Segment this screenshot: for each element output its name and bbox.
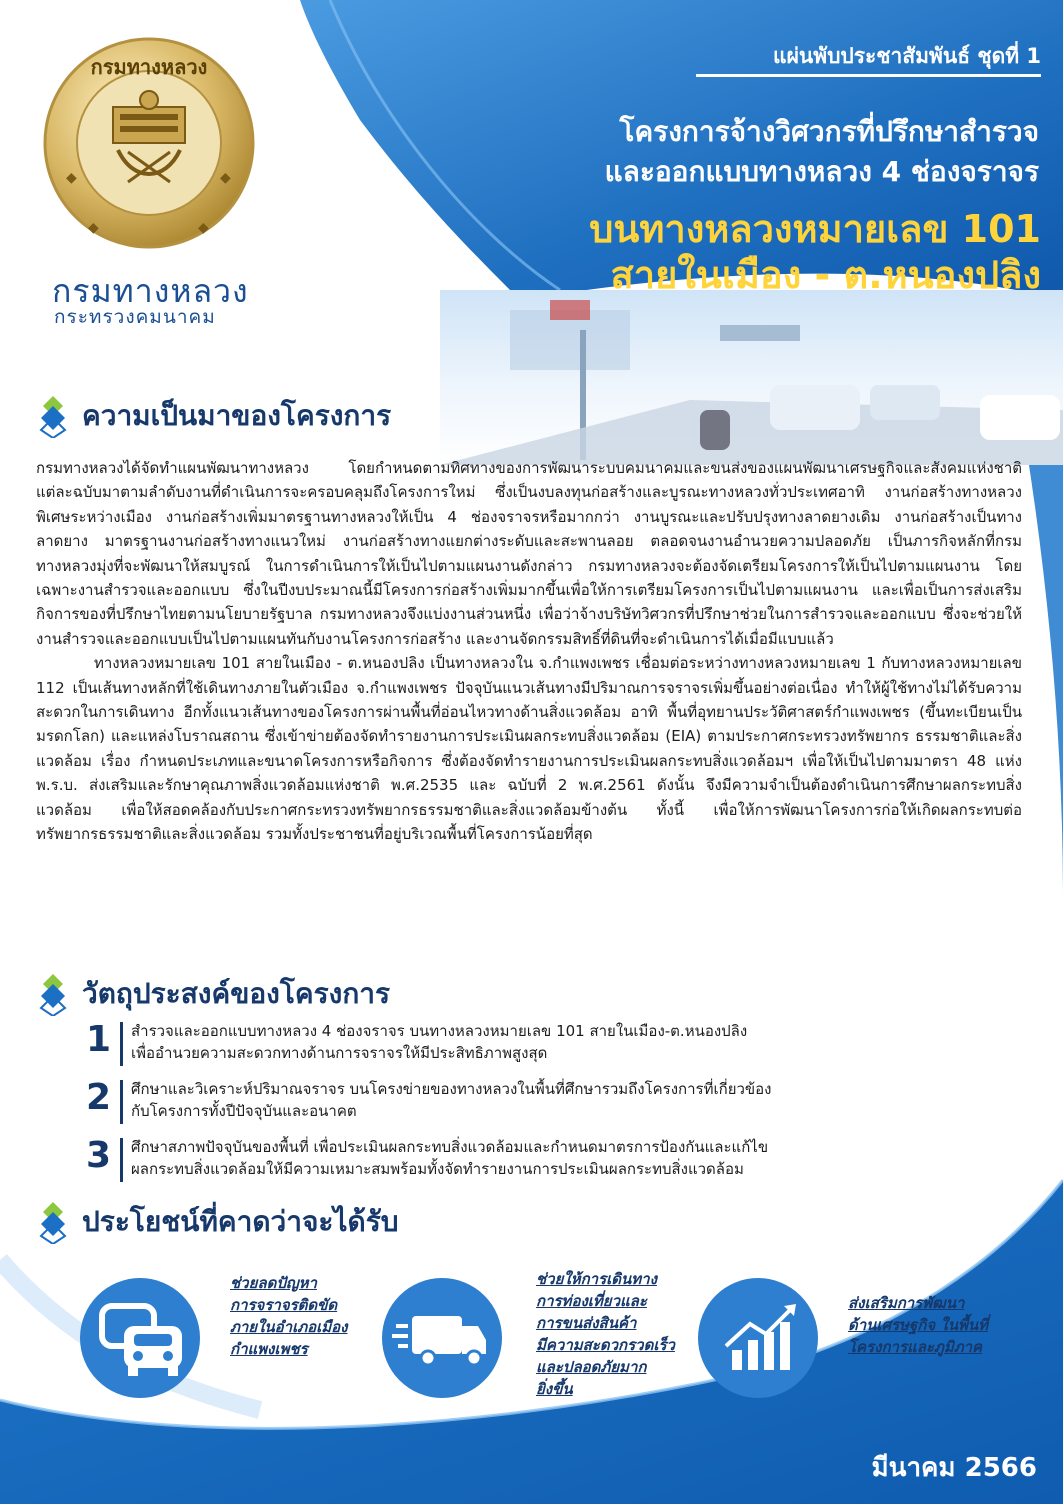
- objective-text: [131, 1020, 747, 1064]
- truck-icon: [382, 1278, 502, 1398]
- objective-line: กับโครงการทั้งปีปัจจุบันและอนาคต: [131, 1102, 357, 1120]
- cars-icon: [80, 1278, 200, 1398]
- objectives-heading-text: วัตถุประสงค์ของโครงการ: [82, 977, 391, 1010]
- objective-number: 2: [86, 1077, 112, 1118]
- objective-number: 1: [86, 1019, 112, 1060]
- svg-text:◆: ◆: [88, 220, 99, 236]
- benefit-line: ยิ่งขึ้น: [536, 1380, 573, 1398]
- title-line-2: และออกแบบทางหลวง 4 ช่องจราจร: [604, 155, 1039, 188]
- objective-divider: [120, 1080, 123, 1124]
- background-paragraph-2: ทางหลวงหมายเลข 101 สายในเมือง - ต.หนองปลิง เป็นทางหลวงใน จ.กำแพงเพชร เชื่อมต่อระหว่างทางหลวงหมายเลข 1 กับทางหลวงหมายเลข 112 เป็นเส้นทางหลักที่ใช้เดินทางภายในตัวเมือง จ.กำแพงเพชร ปัจจุบันแนวเส้นทางมีปริมาณการจราจรเพิ่มขึ้นอย่างต่อเนื่อง ทำให้ผู้ใช้ทางไม่ได้รับความสะดวกในการเดินทาง อีกทั้งแนวเส้นทางของโครงการผ่านพื้นที่อ่อนไหวทางด้านสิ่งแวดล้อม อาทิ พื้นที่อุทยานประวัติศาสตร์กำแพงเพชร (ขึ้นทะเบียนเป็นมรดกโลก) และแหล่งโบราณสถาน ซึ่งเข้าข่ายต้องจัดทำรายงานการประเมินผลกระทบสิ่งแวดล้อม (EIA) ตามประกาศกระทรวงทรัพยากร ธรรมชาติและสิ่งแวดล้อม เรื่อง กำหนดประเภทและขนาดโครงการหรือกิจการ ซึ่งต้องจัดทำรายงานการประเมินผลกระทบสิ่งแวดล้อมฯ เพื่อให้เป็นไปตามมาตรา 48 แห่ง พ.ร.บ. ส่งเสริมและรักษาคุณภาพสิ่งแวดล้อมแห่งชาติ พ.ศ.2535 และ ฉบับที่ 2 พ.ศ.2561 ดังนั้น จึงมีความจำเป็นต้องดำเนินการศึกษาผลกระทบสิ่งแวดล้อม เพื่อให้สอดคล้องกับประกาศกระทรวงทรัพยากรธรรมชาติและสิ่งแวดล้อมข้างต้น ทั้งนี้ เพื่อให้การพัฒนาโครงการก่อให้เกิดผลกระทบต่อทรัพยากรธรรมชาติและสิ่งแวดล้อม รวมทั้งประชาชนที่อยู่บริเวณพื้นที่โครงการน้อยที่สุด: [36, 654, 1022, 844]
- objectives-heading: [36, 972, 390, 1016]
- ministry-name: กระทรวงคมนาคม: [54, 306, 216, 328]
- benefit-text: [230, 1272, 347, 1360]
- background-paragraph-1: กรมทางหลวงได้จัดทำแผนพัฒนาทางหลวง โดยกำหนดตามทิศทางของการพัฒนาระบบคมนาคมและขนส่งของแผนพัฒนาเศรษฐกิจและสังคมแห่งชาติแต่ละฉบับมาตามลำดับงานที่ดำเนินการจะครอบคลุมถึงโครงการใหม่ ซึ่งเป็นงบลงทุนก่อสร้างและบูรณะทางหลวงทั่วประเทศอาทิ งานก่อสร้างทางหลวงพิเศษระหว่างเมือง งานก่อสร้างเพิ่มมาตรฐานทางหลวงให้เป็น 4 ช่องจราจรหรือมากกว่า งานบูรณะและปรับปรุงทางลาดยางเดิม งานก่อสร้างเป็นทางลาดยาง มาตรฐานงานก่อสร้างทางแนวใหม่ งานก่อสร้างทางแยกต่างระดับและสะพานลอย ตลอดจนงานอำนวยความปลอดภัย เป็นภารกิจหลักที่กรมทางหลวงมุ่งที่จะพัฒนาให้สมบูรณ์ ในการดำเนินการให้เป็นไปตามแผนงานดังกล่าว กรมทางหลวงจะต้องจัดเตรียมโครงการให้เป็นไปตามแผนงาน โดยเฉพาะงานสำรวจและออกแบบ ซึ่งในปีงบประมาณนี้มีโครงการก่อสร้างเพิ่มมากขึ้นเพื่อให้การเตรียมโครงการเป็นไปตามแผนงาน และเพื่อเป็นการส่งเสริมกิจการของที่ปรึกษาไทยตามนโยบายรัฐบาล กรมทางหลวงจึงแบ่งงานส่วนหนึ่ง เพื่อว่าจ้างบริษัทวิศวกรที่ปรึกษาช่วยในการสำรวจและออกแบบ ซึ่งจะช่วยให้งานสำรวจและออกแบบเป็นไปตามแผนทันกับงานโครงการก่อสร้าง และงานจัดกรรมสิทธิ์ที่ดินที่จะดำเนินการได้เมื่อมีแบบแล้ว: [36, 459, 1022, 648]
- svg-text:◆: ◆: [198, 220, 209, 236]
- publication-date: มีนาคม 2566: [871, 1453, 1037, 1483]
- objective-line: ศึกษาสภาพปัจจุบันของพื้นที่ เพื่อประเมินผลกระทบสิ่งแวดล้อมและกำหนดมาตรการป้องกันและแก้ไข: [131, 1138, 769, 1156]
- svg-text:◆: ◆: [220, 170, 231, 186]
- seal-text: กรมทางหลวง: [90, 55, 208, 79]
- objective-text: [131, 1078, 772, 1122]
- benefit-line: กำแพงเพชร: [230, 1340, 308, 1358]
- benefit-line: ด้านเศรษฐกิจ ในพื้นที่: [848, 1316, 988, 1334]
- benefit-line: และปลอดภัยมาก: [536, 1358, 647, 1376]
- objective-line: ศึกษาและวิเคราะห์ปริมาณจราจร บนโครงข่ายของทางหลวงในพื้นที่ศึกษารวมถึงโครงการที่เกี่ยวข้อง: [131, 1080, 772, 1098]
- benefit-line: ช่วยลดปัญหา: [230, 1274, 317, 1292]
- objective-item: [86, 1020, 966, 1066]
- benefits-heading-text: ประโยชน์ที่คาดว่าจะได้รับ: [82, 1205, 399, 1238]
- benefit-line: การขนส่งสินค้า: [536, 1314, 637, 1332]
- benefit-icon-circle: [698, 1278, 818, 1398]
- benefit-line: มีความสะดวกรวดเร็ว: [536, 1336, 675, 1354]
- objective-divider: [120, 1138, 123, 1182]
- svg-text:◆: ◆: [66, 170, 77, 186]
- benefit-text: [848, 1292, 988, 1358]
- benefit-text: [536, 1268, 675, 1400]
- benefits-heading: [36, 1200, 399, 1244]
- diamond-bullet-icon: [36, 972, 70, 1016]
- road-photo: [440, 290, 1063, 465]
- benefit-icon-circle: [382, 1278, 502, 1398]
- diamond-bullet-icon: [36, 394, 70, 438]
- benefit-icon-circle: [80, 1278, 200, 1398]
- org-name: กรมทางหลวง: [52, 272, 249, 310]
- objective-number: 3: [86, 1135, 112, 1176]
- objective-line: ผลกระทบสิ่งแวดล้อมให้มีความเหมาะสมพร้อมทั้งจัดทำรายงานการประเมินผลกระทบสิ่งแวดล้อม: [131, 1160, 744, 1178]
- diamond-bullet-icon: [36, 1200, 70, 1244]
- objective-divider: [120, 1022, 123, 1066]
- title-line-4: สายในเมือง - ต.หนองปลิง: [610, 253, 1041, 297]
- benefit-line: การจราจรติดขัด: [230, 1296, 338, 1314]
- background-heading-text: ความเป็นมาของโครงการ: [82, 399, 392, 432]
- benefit-line: ภายในอำเภอเมือง: [230, 1318, 348, 1336]
- objective-text: [131, 1136, 768, 1180]
- benefit-line: ช่วยให้การเดินทาง: [536, 1270, 657, 1288]
- title-line-3: บนทางหลวงหมายเลข 101: [589, 207, 1041, 251]
- objective-item: [86, 1078, 966, 1124]
- series-underline: [696, 74, 1041, 77]
- title-line-1: โครงการจ้างวิศวกรที่ปรึกษาสำรวจ: [619, 115, 1039, 148]
- benefit-line: การท่องเที่ยวและ: [536, 1292, 647, 1310]
- objective-line: สำรวจและออกแบบทางหลวง 4 ช่องจราจร บนทางหลวงหมายเลข 101 สายในเมือง-ต.หนองปลิง: [131, 1022, 748, 1040]
- background-heading: [36, 394, 391, 438]
- series-label: แผ่นพับประชาสัมพันธ์ ชุดที่ 1: [773, 44, 1041, 68]
- background-text: [36, 456, 1022, 847]
- benefit-line: ส่งเสริมการพัฒนา: [848, 1294, 965, 1312]
- growth-chart-icon: [698, 1278, 818, 1398]
- objective-line: เพื่ออำนวยความสะดวกทางด้านการจราจรให้มีประสิทธิภาพสูงสุด: [131, 1044, 548, 1062]
- benefit-line: โครงการและภูมิภาค: [848, 1338, 983, 1356]
- department-seal-logo: [38, 32, 260, 254]
- objective-item: [86, 1136, 966, 1182]
